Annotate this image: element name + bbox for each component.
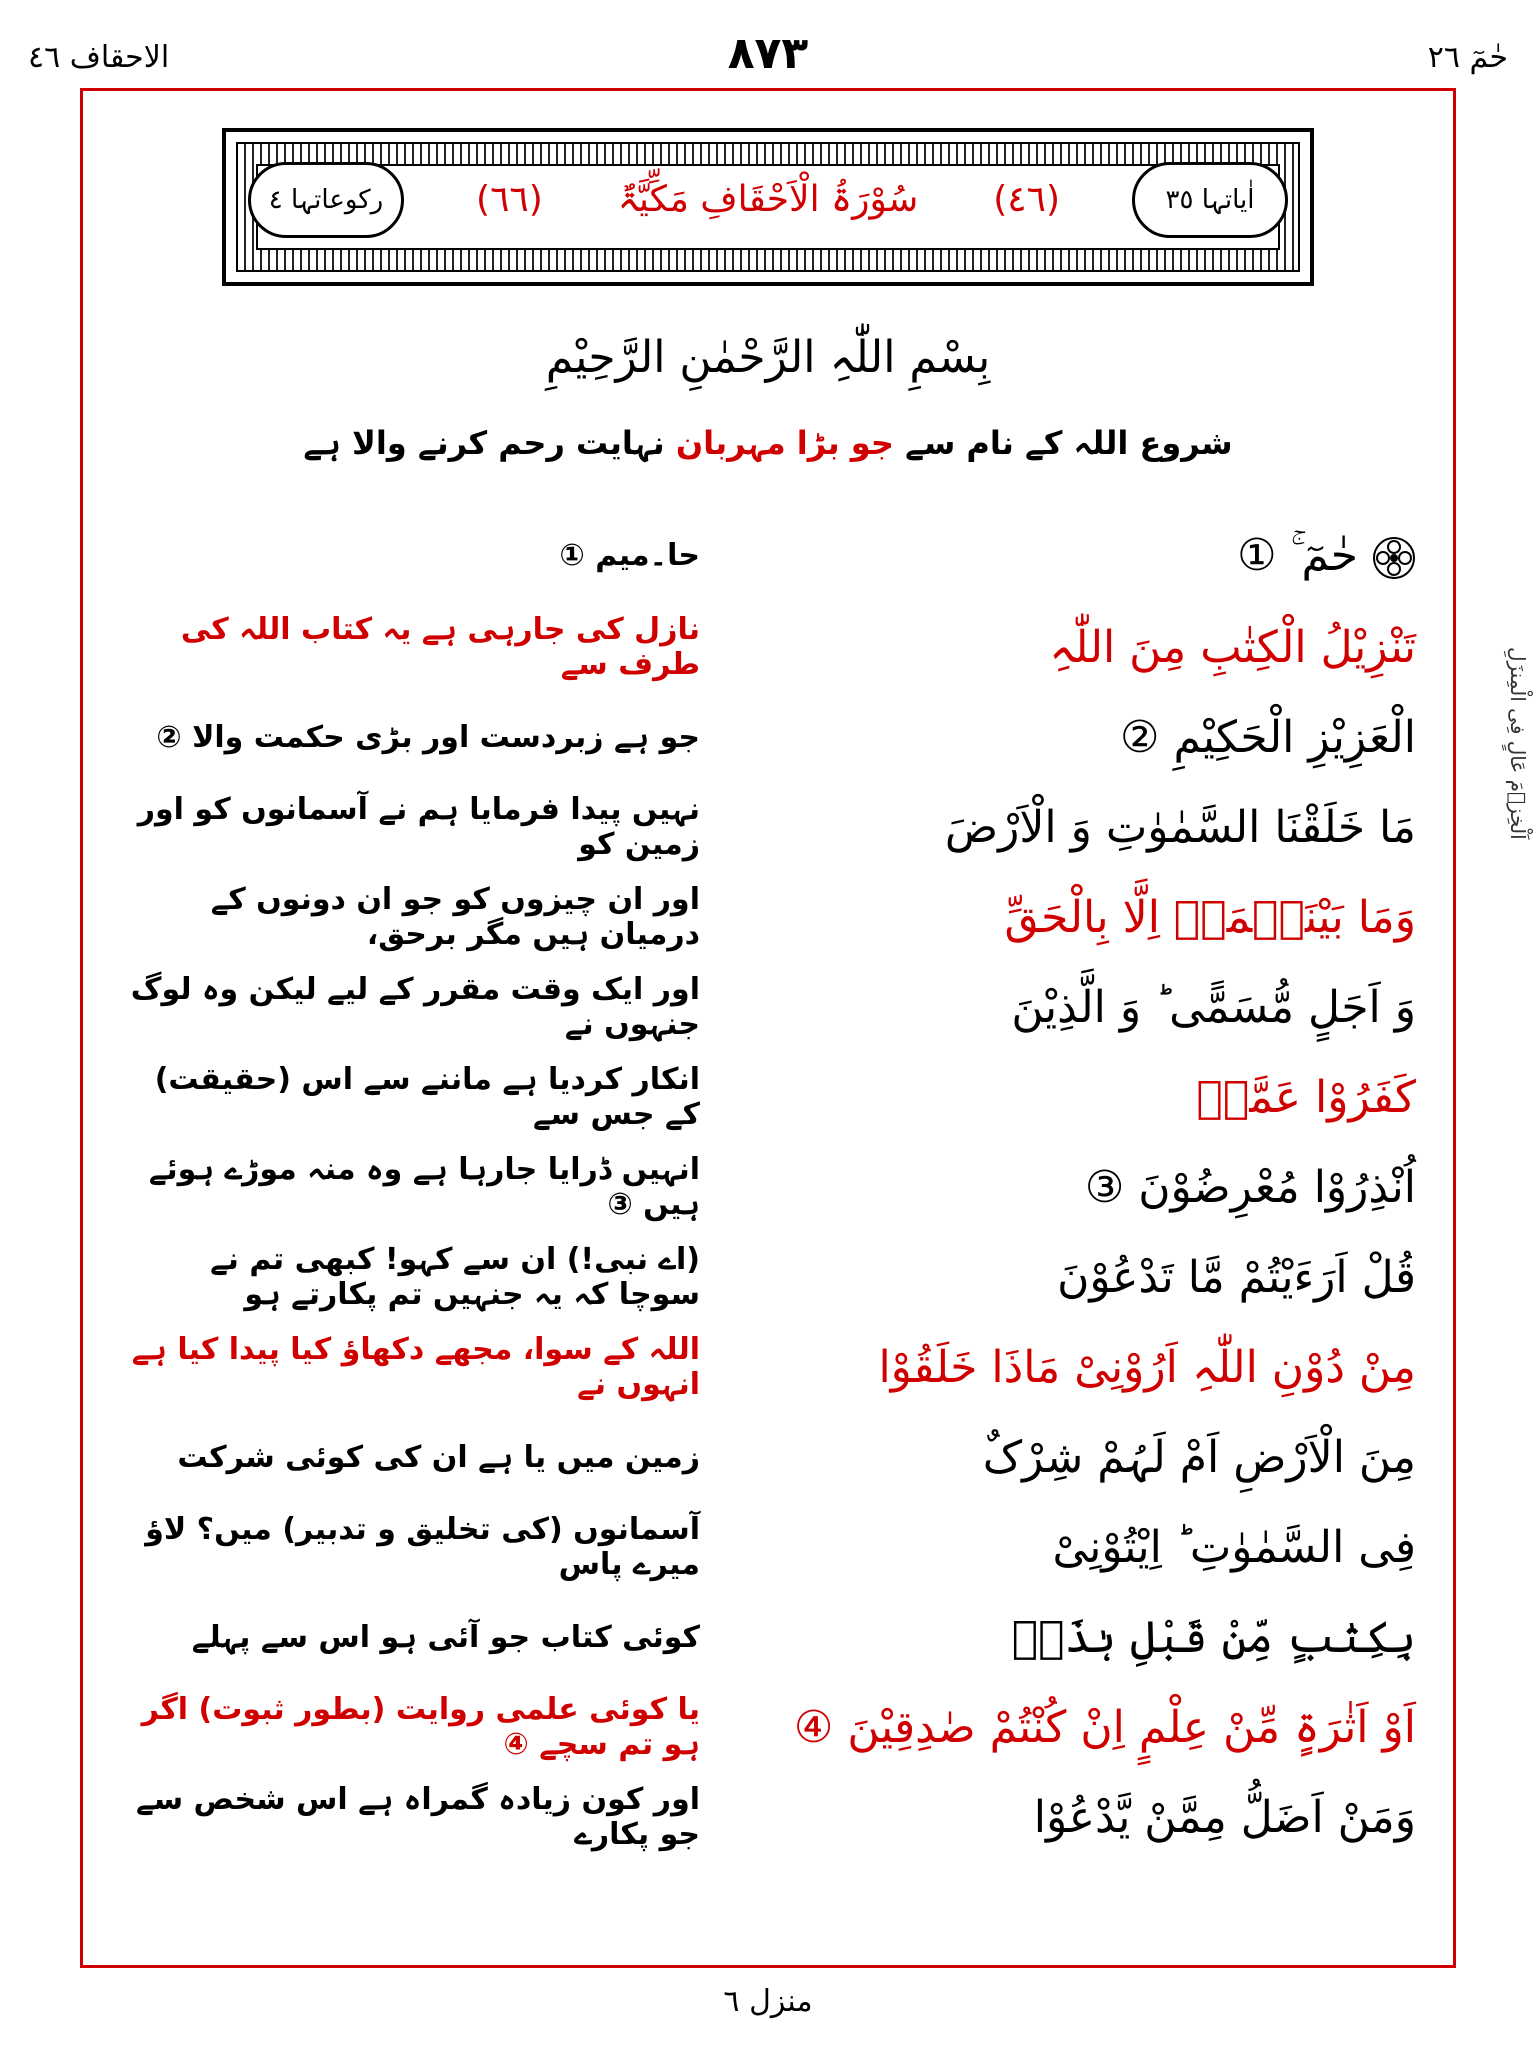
verse-line: [100, 702, 1436, 772]
bismillah-translation: [0, 424, 1536, 462]
intro-part-2: جو بڑا مہربان: [675, 424, 894, 462]
surah-banner: [222, 128, 1314, 286]
verse-line: [100, 1152, 1436, 1222]
verse-line: [100, 1332, 1436, 1402]
arabic-line-15: وَمَنْ اَضَلُّ مِمَّنْ یَّدْعُوْا: [1033, 1791, 1416, 1843]
banner-title-row: [476, 168, 1060, 230]
verse-line: [100, 1512, 1436, 1582]
urdu-line-4: نہیں پیدا فرمایا ہم نے آسمانوں کو اور زمین کو: [137, 792, 700, 862]
arabic-text: [716, 530, 1436, 581]
running-header-left: الاحقاف ٤٦: [28, 40, 170, 75]
urdu-line-13: کوئی کتاب جو آئی ہو اس سے پہلے: [191, 1619, 700, 1655]
verse-line: [100, 1602, 1436, 1672]
urdu-line-15: اور کون زیادہ گمراہ ہے اس شخص سے جو پکارے: [136, 1782, 700, 1852]
arabic-line-3: الْعَزِیْزِ الْحَکِیْمِ ②: [1120, 711, 1416, 763]
manzil-footer: منزل ٦: [723, 1984, 813, 2019]
arabic-line-5: وَمَا بَیْنَہُمَاۤ اِلَّا بِالْحَقِّ: [1004, 891, 1416, 943]
urdu-line-14: یا کوئی علمی روایت (بطور ثبوت) اگر ہو تم سچے ④: [141, 1692, 700, 1762]
urdu-line-6: اور ایک وقت مقرر کے لیے لیکن وہ لوگ جنہوں نے: [130, 972, 700, 1042]
urdu-line-7: انکار کردیا ہے ماننے سے اس (حقیقت) کے جس سے: [154, 1062, 700, 1132]
arabic-line-11: مِنَ الْاَرْضِ اَمْ لَہُمْ شِرْکٌ: [982, 1431, 1416, 1483]
intro-part-1: شروع اللہ کے نام سے: [893, 424, 1233, 462]
verse-line: [100, 972, 1436, 1042]
arabic-line-14: اَوْ اَثٰرَۃٍ مِّنْ عِلْمٍ اِنْ کُنْتُمْ صٰدِقِیْنَ ④: [793, 1701, 1416, 1753]
arabic-line-2: تَنْزِیْلُ الْکِتٰبِ مِنَ اللّٰہِ: [1049, 621, 1416, 673]
urdu-line-12: آسمانوں (کی تخلیق و تدبیر) میں؟ لاؤ میرے پاس: [145, 1512, 700, 1582]
verse-line: [100, 1062, 1436, 1132]
arabic-line-6: وَ اَجَلٍ مُّسَمًّی ؕ وَ الَّذِیْنَ: [1011, 981, 1416, 1033]
urdu-line-9: (اے نبی!) ان سے کہو! کبھی تم نے سوچا کہ یہ جنہیں تم پکارتے ہو: [210, 1242, 700, 1312]
intro-part-3: نہایت رحم کرنے والا ہے: [303, 424, 676, 462]
arabic-line-12: فِی السَّمٰوٰتِ ؕ اِیْتُوْنِیْ: [1052, 1521, 1416, 1573]
verse-line: [100, 792, 1436, 862]
verse-line: [100, 520, 1436, 590]
flower-ornament-icon: [1372, 536, 1416, 580]
verse-line: [100, 1242, 1436, 1312]
arabic-line-8: اُنْذِرُوْا مُعْرِضُوْنَ ③: [1084, 1161, 1416, 1213]
bismillah: بِسْمِ اللّٰہِ الرَّحْمٰنِ الرَّحِیْمِ: [545, 332, 991, 383]
urdu-line-8: انہیں ڈرایا جارہا ہے وہ منہ موڑے ہوئے ہیں ③: [148, 1152, 700, 1222]
urdu-line-5: اور ان چیزوں کو جو ان دونوں کے درمیان ہیں مگر برحق،: [210, 882, 700, 952]
urdu-line-3: جو ہے زبردست اور بڑی حکمت والا ②: [156, 719, 700, 755]
arabic-line-1: حٰمٓ ۚ ①: [1237, 529, 1358, 581]
verse-line: [100, 612, 1436, 682]
urdu-line-2: نازل کی جارہی ہے یہ کتاب اللہ کی طرف سے: [180, 612, 700, 682]
arabic-line-9: قُلْ اَرَءَیْتُمْ مَّا تَدْعُوْنَ: [1057, 1251, 1416, 1303]
surah-name: سُوْرَۃُ الْاَحْقَافِ مَکِّیَّۃٌ: [617, 178, 919, 220]
urdu-line-10: اللہ کے سوا، مجھے دکھاؤ کیا پیدا کیا ہے انہوں نے: [131, 1332, 700, 1402]
ruku-cartouche: رکوعاتہا ٤: [248, 162, 404, 238]
arabic-line-13: بِکِتٰبٍ مِّنْ قَبْلِ ہٰذَاۤ: [1011, 1611, 1416, 1663]
running-header-right: حٰمٓ ٢٦: [1427, 40, 1508, 75]
verse-line: [100, 1422, 1436, 1492]
arabic-line-10: مِنْ دُوْنِ اللّٰہِ اَرُوْنِیْ مَاذَا خَلَقُوْا: [878, 1341, 1416, 1393]
surah-revelation-order: (٦٦): [476, 178, 543, 220]
arabic-line-7: کَفَرُوْا عَمَّاۤ: [1196, 1071, 1416, 1123]
verse-line: [100, 1692, 1436, 1762]
margin-note: اَلْخِزۡمَ عَالٍ فِی الْمِنزَلِ: [1506, 647, 1530, 840]
arabic-line-4: مَا خَلَقْنَا السَّمٰوٰتِ وَ الْاَرْضَ: [944, 801, 1416, 853]
surah-number: (٤٦): [993, 178, 1060, 220]
verse-line: [100, 882, 1436, 952]
ayat-cartouche: اٰیاتہا ٣٥: [1132, 162, 1288, 238]
page-number: ٨٧٣: [727, 28, 809, 79]
urdu-line-1: حا۔میم ①: [559, 537, 700, 573]
urdu-line-11: زمین میں یا ہے ان کی کوئی شرکت: [177, 1439, 700, 1475]
verse-line: [100, 1782, 1436, 1852]
